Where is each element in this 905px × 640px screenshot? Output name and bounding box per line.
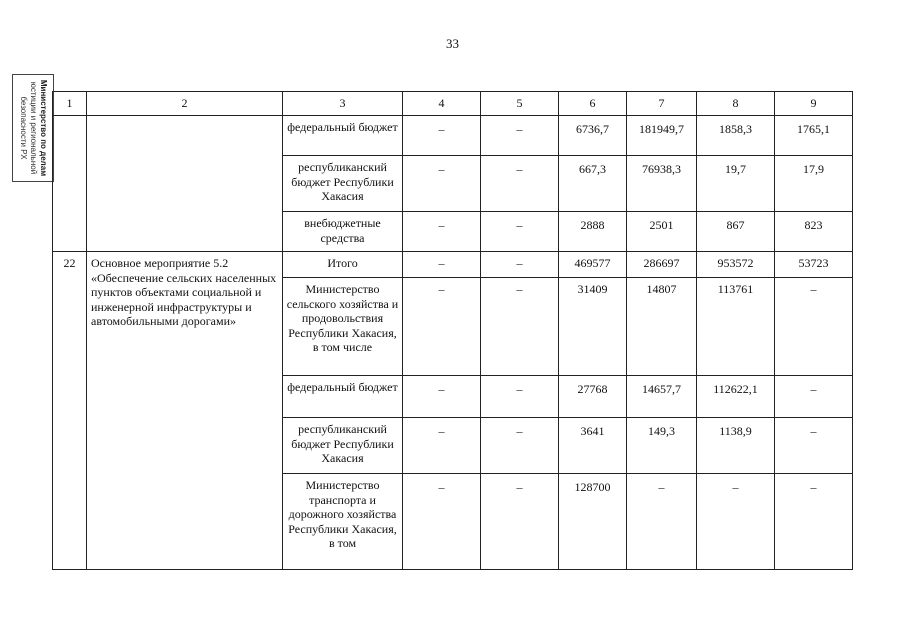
source-cell: республиканский бюджет Республики Хакасия bbox=[283, 156, 403, 212]
source-cell: Министерство транспорта и дорожного хозяйства Республики Хакасия, в том bbox=[283, 474, 403, 570]
header-cell: 7 bbox=[627, 92, 697, 116]
value-cell: 953572 bbox=[697, 252, 775, 278]
value-cell: 113761 bbox=[697, 278, 775, 376]
header-cell: 4 bbox=[403, 92, 481, 116]
value-cell: – bbox=[403, 376, 481, 418]
value-cell: 17,9 bbox=[775, 156, 853, 212]
value-cell: 2888 bbox=[559, 212, 627, 252]
value-cell: – bbox=[403, 212, 481, 252]
header-cell: 3 bbox=[283, 92, 403, 116]
value-cell: 3641 bbox=[559, 418, 627, 474]
value-cell: 149,3 bbox=[627, 418, 697, 474]
source-cell: Министерство сельского хозяйства и продовольствия Республики Хакасия, в том числе bbox=[283, 278, 403, 376]
value-cell: 19,7 bbox=[697, 156, 775, 212]
value-cell: 469577 bbox=[559, 252, 627, 278]
header-cell: 6 bbox=[559, 92, 627, 116]
source-cell: республиканский бюджет Республики Хакасия bbox=[283, 418, 403, 474]
value-cell: 76938,3 bbox=[627, 156, 697, 212]
value-cell: 31409 bbox=[559, 278, 627, 376]
value-cell: – bbox=[481, 474, 559, 570]
value-cell: – bbox=[403, 116, 481, 156]
budget-table bbox=[52, 91, 853, 570]
value-cell: – bbox=[481, 212, 559, 252]
value-cell: 128700 bbox=[559, 474, 627, 570]
header-cell: 5 bbox=[481, 92, 559, 116]
value-cell: – bbox=[775, 278, 853, 376]
value-cell: 286697 bbox=[627, 252, 697, 278]
header-cell: 8 bbox=[697, 92, 775, 116]
value-cell: – bbox=[697, 474, 775, 570]
value-cell: – bbox=[403, 252, 481, 278]
value-cell: 53723 bbox=[775, 252, 853, 278]
value-cell: 14807 bbox=[627, 278, 697, 376]
value-cell: 1765,1 bbox=[775, 116, 853, 156]
source-cell: Итого bbox=[283, 252, 403, 278]
row-name-cell bbox=[87, 116, 283, 252]
value-cell: 14657,7 bbox=[627, 376, 697, 418]
value-cell: 27768 bbox=[559, 376, 627, 418]
budget-table-wrap bbox=[52, 91, 853, 570]
row-number-cell bbox=[53, 116, 87, 252]
value-cell: – bbox=[481, 418, 559, 474]
value-cell: – bbox=[481, 252, 559, 278]
value-cell: 867 bbox=[697, 212, 775, 252]
stamp-line: Министерство по делам bbox=[39, 79, 48, 177]
table-header-row bbox=[53, 92, 853, 116]
value-cell: – bbox=[627, 474, 697, 570]
value-cell: – bbox=[775, 376, 853, 418]
stamp-line: юстиции и региональной bbox=[29, 81, 38, 175]
value-cell: – bbox=[403, 418, 481, 474]
value-cell: 112622,1 bbox=[697, 376, 775, 418]
table-row bbox=[53, 116, 853, 156]
value-cell: – bbox=[481, 278, 559, 376]
source-cell: внебюджетные средства bbox=[283, 212, 403, 252]
stamp bbox=[12, 74, 54, 182]
value-cell: – bbox=[403, 156, 481, 212]
table-row bbox=[53, 252, 853, 278]
header-cell: 2 bbox=[87, 92, 283, 116]
value-cell: – bbox=[403, 474, 481, 570]
value-cell: 1138,9 bbox=[697, 418, 775, 474]
value-cell: 181949,7 bbox=[627, 116, 697, 156]
source-cell: федеральный бюджет bbox=[283, 376, 403, 418]
value-cell: – bbox=[403, 278, 481, 376]
value-cell: 6736,7 bbox=[559, 116, 627, 156]
value-cell: – bbox=[481, 156, 559, 212]
row-number-cell: 22 bbox=[53, 252, 87, 570]
value-cell: 2501 bbox=[627, 212, 697, 252]
value-cell: 823 bbox=[775, 212, 853, 252]
header-cell: 1 bbox=[53, 92, 87, 116]
value-cell: – bbox=[481, 376, 559, 418]
value-cell: 667,3 bbox=[559, 156, 627, 212]
page-number: 33 bbox=[446, 36, 459, 51]
value-cell: – bbox=[481, 116, 559, 156]
row-name-cell: Основное мероприятие 5.2 «Обеспечение сельских населенных пунктов объектами социальной и инженерной инфраструктуры и автомобильными дорогами» bbox=[87, 252, 283, 570]
source-cell: федеральный бюджет bbox=[283, 116, 403, 156]
value-cell: – bbox=[775, 474, 853, 570]
stamp-line: безопасности РХ bbox=[19, 96, 28, 160]
value-cell: 1858,3 bbox=[697, 116, 775, 156]
header-cell: 9 bbox=[775, 92, 853, 116]
value-cell: – bbox=[775, 418, 853, 474]
